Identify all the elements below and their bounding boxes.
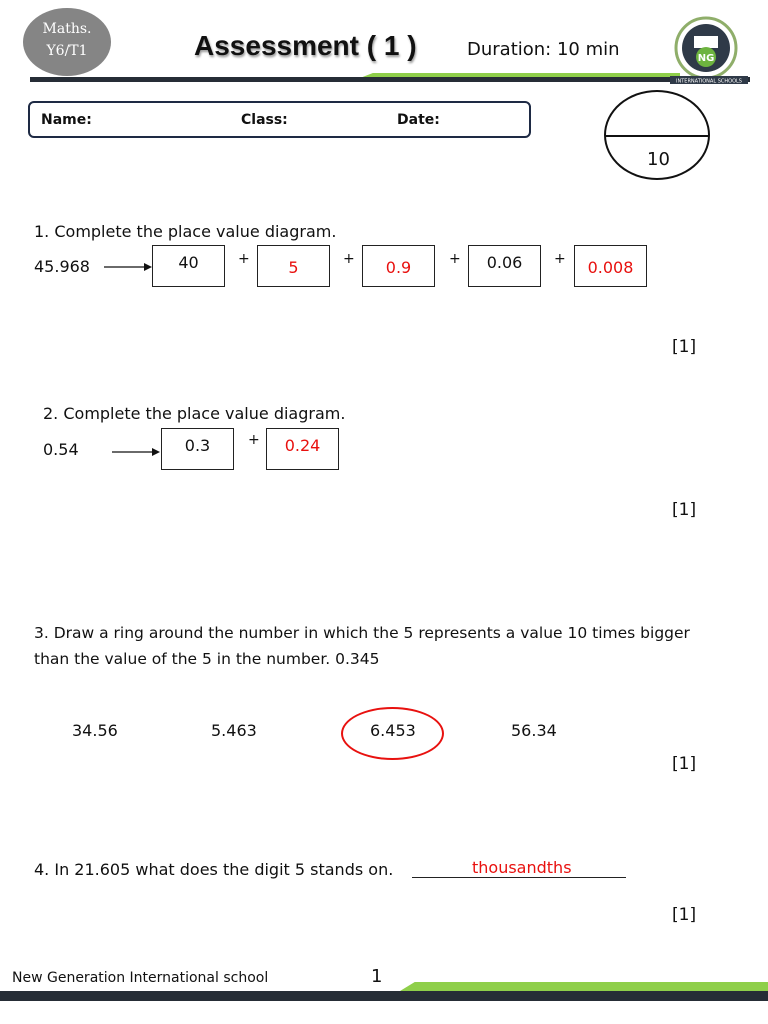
subject-badge: Maths. Y6/T1 [23, 8, 111, 76]
arrow-icon [104, 258, 152, 277]
plus-sign: + [343, 251, 355, 267]
school-logo [668, 10, 748, 84]
q1-prompt: 1. Complete the place value diagram. [34, 222, 337, 241]
q3-option[interactable]: 56.34 [511, 721, 557, 740]
q1-marks: [1] [672, 337, 697, 357]
q2-prompt: 2. Complete the place value diagram. [43, 404, 346, 423]
score-circle [604, 90, 710, 180]
q4-answer-line [412, 877, 626, 878]
q1-box-ones[interactable]: 5 [257, 245, 330, 287]
plus-sign: + [248, 432, 260, 448]
q3-prompt-line2: than the value of the 5 in the number. 0.345 [34, 650, 380, 668]
student-info-box [28, 101, 531, 138]
q2-number: 0.54 [43, 440, 79, 459]
header-dark-bar [30, 77, 750, 82]
q1-box-thousandths[interactable]: 0.008 [574, 245, 647, 287]
class-label: Class: [241, 112, 288, 128]
score-divider [606, 135, 708, 137]
date-label: Date: [397, 112, 440, 128]
q3-prompt-line1: 3. Draw a ring around the number in which the 5 represents a value 10 times bigger [34, 624, 690, 642]
q2-marks: [1] [672, 500, 697, 520]
q1-box-tenths[interactable]: 0.9 [362, 245, 435, 287]
page-number: 1 [371, 966, 383, 987]
plus-sign: + [238, 251, 250, 267]
q3-option[interactable]: 34.56 [72, 721, 118, 740]
q4-prompt: 4. In 21.605 what does the digit 5 stands on. [34, 860, 394, 879]
q1-box-tens: 40 [152, 245, 225, 287]
footer-green-bar [400, 982, 768, 991]
footer-school: New Generation International school [12, 970, 269, 986]
q4-answer[interactable]: thousandths [472, 858, 572, 877]
footer-dark-bar [0, 991, 768, 1001]
q1-number: 45.968 [34, 257, 90, 276]
page-title: Assessment ( 1 ) [194, 30, 417, 61]
svg-text:INTERNATIONAL SCHOOLS: INTERNATIONAL SCHOOLS [676, 78, 742, 84]
name-label: Name: [41, 112, 92, 128]
q2-box-hundredths[interactable]: 0.24 [266, 428, 339, 470]
q3-option-circled[interactable]: 6.453 [370, 721, 416, 740]
plus-sign: + [449, 251, 461, 267]
q2-box-tenths: 0.3 [161, 428, 234, 470]
q3-option[interactable]: 5.463 [211, 721, 257, 740]
duration: Duration: 10 min [467, 39, 620, 60]
plus-sign: + [554, 251, 566, 267]
q4-marks: [1] [672, 905, 697, 925]
svg-text:NG: NG [697, 53, 715, 64]
score-total: 10 [647, 149, 670, 170]
answer-ring [341, 707, 444, 760]
q1-box-hundredths: 0.06 [468, 245, 541, 287]
arrow-icon [112, 443, 160, 462]
q3-marks: [1] [672, 754, 697, 774]
